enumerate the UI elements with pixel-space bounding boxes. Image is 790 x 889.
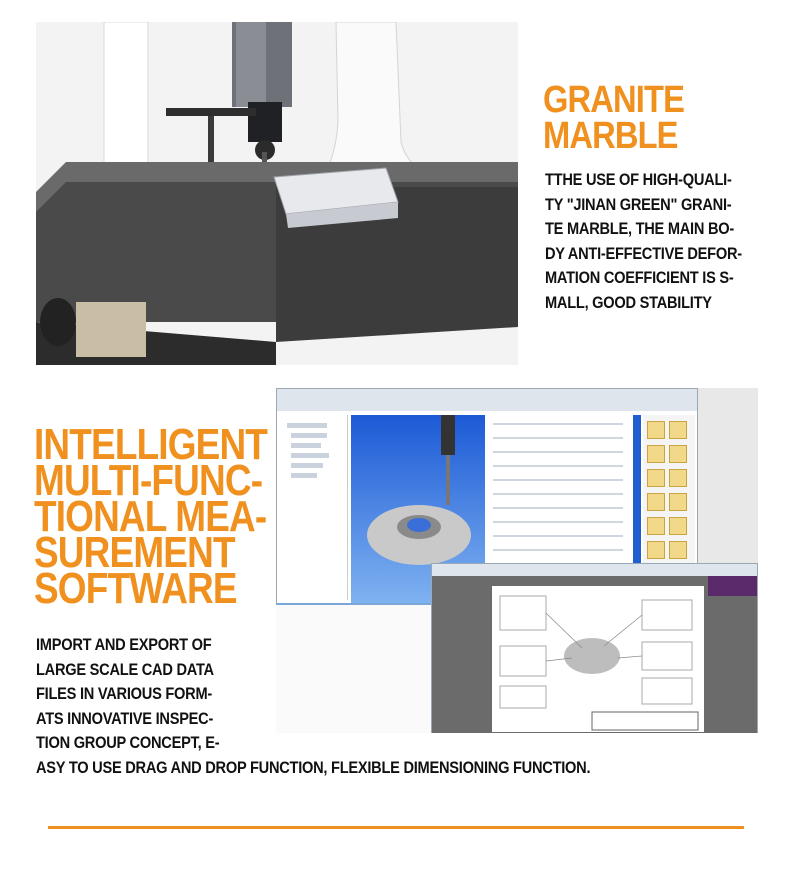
heading-line: TIONAL MEA- [34,492,267,541]
body-line: MATION COEFFICIENT IS S- [545,268,734,287]
heading-line: SOFTWARE [34,564,237,613]
heading-line: MULTI-FUNC- [34,456,263,505]
granite-machine-photo [36,22,518,365]
body-line: TION GROUP CONCEPT, E- [36,733,220,752]
body-line: DY ANTI-EFFECTIVE DEFOR- [545,243,742,263]
heading-line: GRANITE [543,79,685,121]
granite-description [545,168,760,315]
body-line: LARGE SCALE CAD DATA [36,659,214,679]
granite-heading [543,79,749,157]
heading-line: SUREMENT [34,528,235,577]
heading-line: INTELLIGENT [34,420,268,469]
divider [48,826,744,829]
software-description [36,633,590,780]
body-line: TE MARBLE, THE MAIN BO- [545,219,734,238]
body-line: ATS INNOVATIVE INSPEC- [36,708,214,728]
body-line: FILES IN VARIOUS FORM- [36,684,212,703]
body-line: TTHE USE OF HIGH-QUALI- [545,170,732,189]
body-line: ASY TO USE DRAG AND DROP FUNCTION, FLEXIBLE DIMENSIONING FUNCTION. [36,757,591,777]
heading-line: MARBLE [543,115,678,157]
body-line: TY "JINAN GREEN" GRANI- [545,194,732,214]
software-heading [34,420,268,613]
body-line: MALL, GOOD STABILITY [545,292,712,312]
body-line: IMPORT AND EXPORT OF [36,635,212,654]
